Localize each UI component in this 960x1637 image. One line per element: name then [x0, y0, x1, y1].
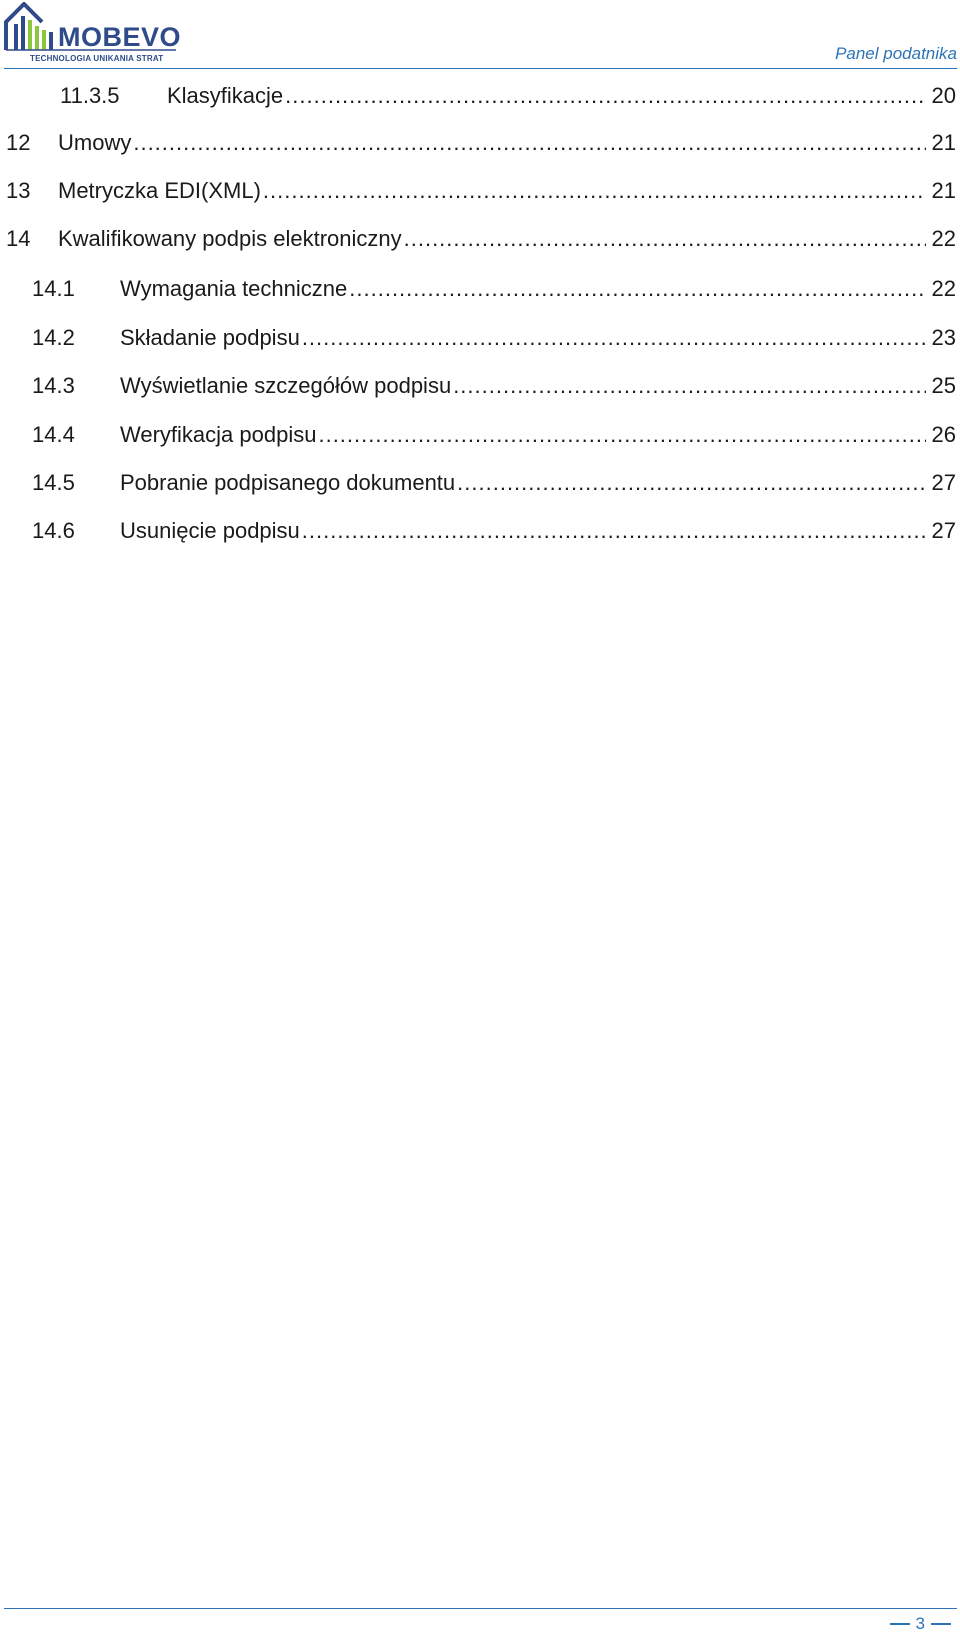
toc-entry-page: 22: [926, 219, 956, 259]
footer-page-number: [884, 1612, 957, 1636]
toc-entry-title: Kwalifikowany podpis elektroniczny: [58, 219, 404, 259]
toc-entry[interactable]: [0, 219, 960, 259]
toc-entry-title: Weryfikacja podpisu: [120, 415, 318, 455]
toc-entry-title: Metryczka EDI(XML): [58, 171, 263, 211]
logo-wordmark: MOBEVO: [58, 22, 182, 52]
toc-entry-number: 12: [6, 130, 31, 155]
toc-dot-leader: [133, 123, 925, 163]
page-number: 3: [915, 1614, 925, 1633]
toc-dot-leader: [302, 318, 926, 358]
toc-entry-page: 25: [926, 366, 956, 406]
toc-entry[interactable]: [0, 269, 960, 309]
toc-entry-number: 11.3.5: [60, 83, 120, 108]
logo-tagline: TECHNOLOGIA UNIKANIA STRAT: [30, 54, 164, 63]
toc-dot-leader: [349, 269, 925, 309]
toc-entry[interactable]: [0, 366, 960, 406]
toc-entry[interactable]: [0, 463, 960, 503]
header-divider: [4, 68, 957, 69]
toc-entry-page: 21: [926, 171, 956, 211]
toc-entry-page: 21: [926, 123, 956, 163]
toc-dot-leader: [453, 366, 925, 406]
toc-entry-number: 14.1: [32, 276, 75, 301]
toc-entry-number: 13: [6, 178, 31, 203]
toc-entry-page: 22: [926, 269, 956, 309]
toc-entry-title: Składanie podpisu: [120, 318, 302, 358]
toc-entry-page: 27: [926, 511, 956, 551]
toc-dot-leader: [285, 76, 925, 116]
toc-entry-title: Usunięcie podpisu: [120, 511, 302, 551]
mobevo-logo: [4, 2, 180, 66]
toc-entry-page: 26: [926, 415, 956, 455]
toc-entry[interactable]: [0, 171, 960, 211]
toc-entry[interactable]: [0, 415, 960, 455]
toc-entry-page: 20: [926, 76, 956, 116]
footer-divider: [4, 1608, 957, 1609]
toc-entry-number: 14.3: [32, 373, 75, 398]
toc-entry-number: 14.5: [32, 470, 75, 495]
toc-entry-title: Umowy: [58, 123, 133, 163]
toc-dot-leader: [263, 171, 926, 211]
footer-dash-left: [890, 1623, 910, 1625]
toc-dot-leader: [302, 511, 926, 551]
toc-entry-number: 14: [6, 226, 31, 251]
document-title: Panel podatnika: [835, 44, 957, 63]
page-header: [0, 0, 960, 72]
toc-entry-number: 14.2: [32, 325, 75, 350]
toc-entry[interactable]: [0, 123, 960, 163]
toc-entry-title: Wyświetlanie szczegółów podpisu: [120, 366, 453, 406]
toc-entry-page: 23: [926, 318, 956, 358]
toc-dot-leader: [404, 219, 926, 259]
footer-dash-right: [931, 1623, 951, 1625]
toc-dot-leader: [457, 463, 925, 503]
toc-entry-title: Klasyfikacje: [167, 76, 285, 116]
toc-entry-page: 27: [926, 463, 956, 503]
toc-entry-number: 14.6: [32, 518, 75, 543]
toc-entry-title: Wymagania techniczne: [120, 269, 349, 309]
toc-entry[interactable]: [0, 318, 960, 358]
toc-entry-title: Pobranie podpisanego dokumentu: [120, 463, 457, 503]
toc-dot-leader: [318, 415, 925, 455]
toc-entry[interactable]: [0, 76, 960, 116]
toc-entry-number: 14.4: [32, 422, 75, 447]
toc-entry[interactable]: [0, 511, 960, 551]
